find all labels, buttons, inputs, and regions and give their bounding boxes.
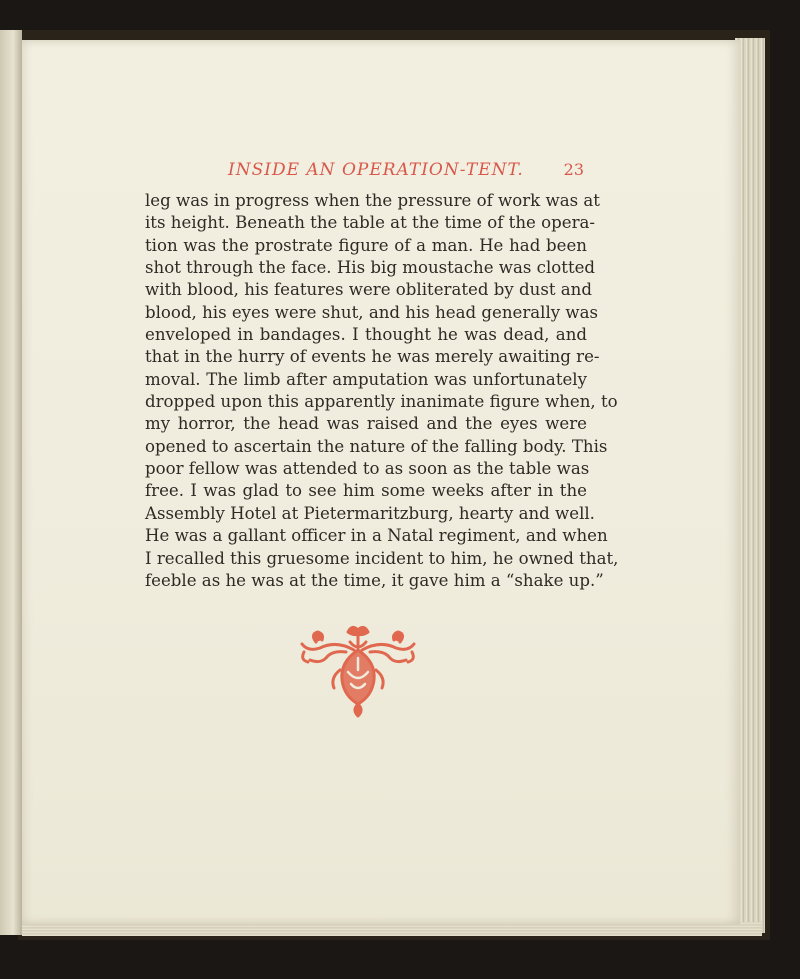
text-line: that in the hurry of events he was merely awaiting re- (145, 347, 600, 367)
left-page-edge (0, 30, 22, 935)
text-line: moval. The limb after amputation was unfortunately (145, 369, 587, 389)
text-line: poor fellow was attended to as soon as the table was (145, 459, 590, 479)
text-line: shot through the face. His big moustache was clotted (145, 258, 596, 278)
text-line: blood, his eyes were shut, and his head generally was (145, 302, 599, 322)
text-line: I recalled this gruesome incident to him, he owned that, (145, 548, 619, 568)
text-line: dropped upon this apparently inanimate figure when, to (145, 392, 618, 412)
text-line: enveloped in bandages. I thought he was dead, and (145, 325, 587, 345)
text-line: Assembly Hotel at Pietermaritzburg, hearty and well. (145, 503, 595, 523)
text-line: leg was in progress when the pressure of work was at (145, 191, 600, 210)
running-head (120, 160, 584, 184)
running-title: INSIDE AN OPERATION-TENT. (228, 160, 524, 180)
page-bottom-edge (22, 922, 762, 936)
tailpiece-ornament-icon (296, 622, 420, 718)
text-line: tion was the prostrate figure of a man. He had been (145, 235, 587, 255)
text-line: its height. Beneath the table at the time of the opera- (145, 213, 596, 233)
text-line: with blood, his features were obliterated by dust and (145, 280, 592, 300)
page-number: 23 (563, 160, 584, 179)
text-line: He was a gallant officer in a Natal regiment, and when (145, 526, 608, 546)
body-text (145, 190, 619, 592)
text-line: free. I was glad to see him some weeks after in the (145, 481, 587, 501)
text-line: my horror, the head was raised and the eyes were (145, 414, 587, 434)
text-line: feeble as he was at the time, it gave him a “shake up.” (145, 570, 604, 590)
text-line: opened to ascertain the nature of the falling body. This (145, 436, 608, 456)
